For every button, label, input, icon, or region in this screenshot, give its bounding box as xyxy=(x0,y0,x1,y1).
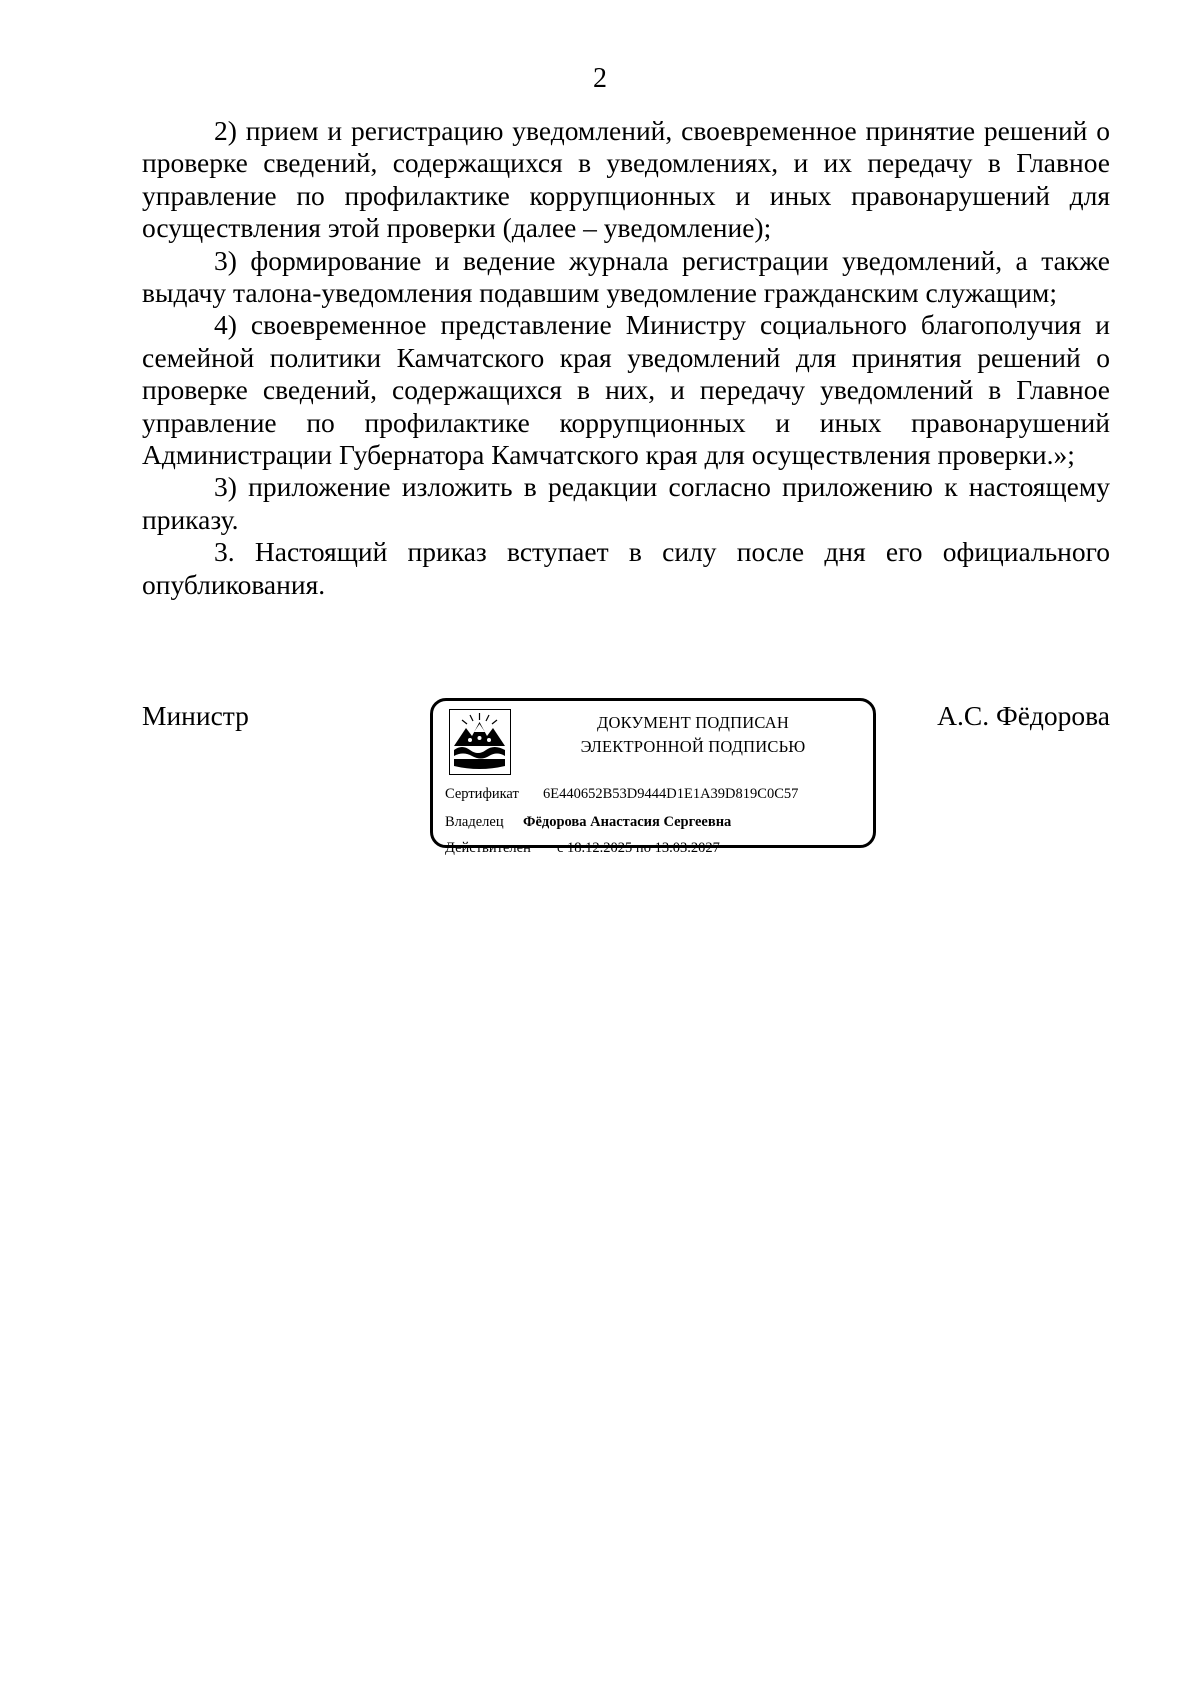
stamp-title-line-2: ЭЛЕКТРОННОЙ ПОДПИСЬЮ xyxy=(580,737,806,756)
signature-block xyxy=(142,700,1110,860)
certificate-label: Сертификат xyxy=(445,786,519,802)
paragraph-effective-date: 3. Настоящий приказ вступает в силу после дня его официального опубликования. xyxy=(142,536,1110,600)
validity-label: Действителен xyxy=(445,840,531,856)
stamp-title xyxy=(513,711,873,759)
owner-value: Фёдорова Анастасия Сергеевна xyxy=(523,814,732,830)
kamchatka-coat-of-arms-icon xyxy=(449,709,511,775)
electronic-signature-stamp xyxy=(430,698,876,856)
page-number: 2 xyxy=(593,63,607,94)
certificate-row xyxy=(445,785,798,803)
paragraph-item-3: 3) формирование и ведение журнала регистрации уведомлений, а также выдачу талона-уведомления подавшим уведомление гражданским служащим; xyxy=(142,244,1110,309)
validity-row xyxy=(445,839,720,857)
owner-row xyxy=(445,813,731,831)
validity-value: с 18.12.2025 по 13.03.2027 xyxy=(557,840,720,856)
owner-label: Владелец xyxy=(445,814,504,830)
signer-name: А.С. Фёдорова xyxy=(937,700,1110,731)
paragraph-item-2: 2) прием и регистрацию уведомлений, своевременное принятие решений о проверке сведений, содержащихся в уведомлениях, и их передачу в Главное управление по профилактике коррупционных и иных правонарушений для осуществления этой проверки (далее – уведомление); xyxy=(142,115,1110,244)
signer-position: Министр xyxy=(142,700,249,731)
stamp-title-line-1: ДОКУМЕНТ ПОДПИСАН xyxy=(597,713,789,732)
paragraph-appendix-amendment: 3) приложение изложить в редакции согласно приложению к настоящему приказу. xyxy=(142,471,1110,535)
certificate-value: 6E440652B53D9444D1E1A39D819C0C57 xyxy=(543,786,799,802)
document-body xyxy=(142,115,1110,601)
paragraph-item-4: 4) своевременное представление Министру социального благополучия и семейной политики Камчатского края уведомлений для принятия решений о проверке сведений, содержащихся в них, и передачу уведомлений в Главное управление по профилактике коррупционных и иных правонарушений Администрации Губернатора Камчатского края для осуществления проверки.»; xyxy=(142,309,1110,471)
